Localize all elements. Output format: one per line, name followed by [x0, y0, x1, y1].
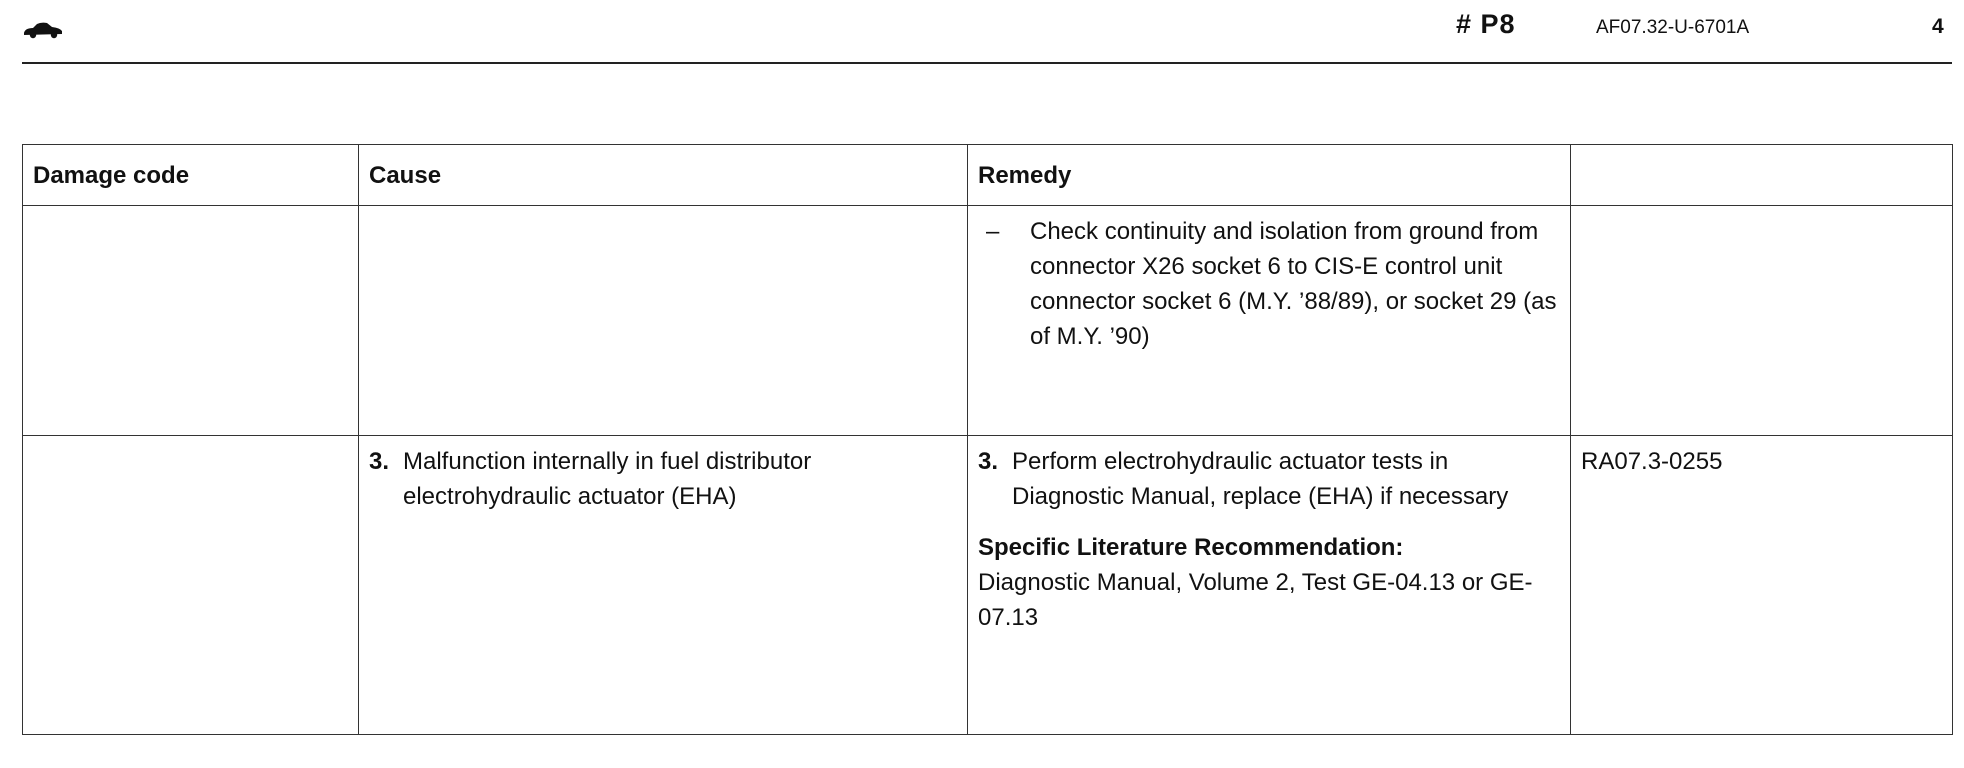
page-header: [22, 0, 1952, 64]
table-header-row: [23, 145, 1953, 206]
remedy-text: Perform electrohydraulic actuator tests in Diagnostic Manual, replace (EHA) if necessary: [1012, 448, 1509, 510]
remedy-dash-marker: –: [986, 218, 1000, 245]
damage-code-table: [22, 144, 1953, 735]
reference-cell: RA07.3-0255: [1571, 436, 1953, 735]
page-id: # P8: [1456, 9, 1516, 39]
literature-text: Diagnostic Manual, Volume 2, Test GE-04.13 or GE-07.13: [978, 569, 1533, 631]
cause-cell: [359, 206, 968, 436]
reference-cell: [1571, 206, 1953, 436]
column-header-remedy: Remedy: [968, 145, 1571, 206]
cause-item: [369, 444, 957, 514]
remedy-text: Check continuity and isolation from ground from connector X26 socket 6 to CIS-E control unit connector socket 6 (M.Y. ’88/89), or socket 29 (as of M.Y. ’90): [1030, 218, 1557, 350]
damage-code-cell: [23, 436, 359, 735]
document-code: AF07.32-U-6701A: [1596, 17, 1750, 38]
column-header-cause: Cause: [359, 145, 968, 206]
cause-text: Malfunction internally in fuel distributor electrohydraulic actuator (EHA): [403, 448, 812, 510]
column-header-damage-code: Damage code: [23, 145, 359, 206]
table-row: [23, 206, 1953, 436]
remedy-item: [978, 214, 1560, 354]
table-row: [23, 436, 1953, 735]
literature-heading: Specific Literature Recommendation:: [978, 534, 1404, 561]
remedy-item: [978, 444, 1560, 514]
remedy-cell: [968, 436, 1571, 735]
car-icon: [22, 22, 64, 40]
remedy-number: 3.: [978, 448, 999, 475]
cause-number: 3.: [369, 448, 390, 475]
cause-cell: [359, 436, 968, 735]
remedy-cell: [968, 206, 1571, 436]
column-header-reference: [1571, 145, 1953, 206]
damage-code-cell: [23, 206, 359, 436]
page-number: 4: [1932, 15, 1944, 38]
